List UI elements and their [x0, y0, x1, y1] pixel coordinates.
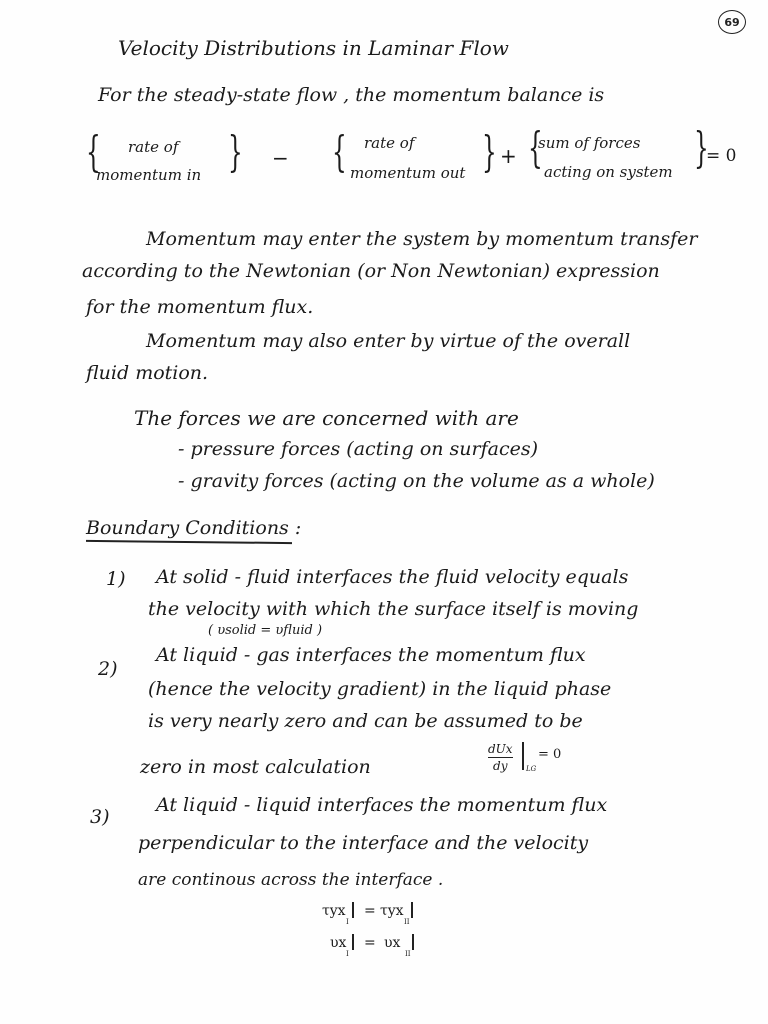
term3-line1: sum of forces — [538, 134, 641, 152]
bc-heading: Boundary Conditions : — [86, 517, 302, 539]
eq2-right-sub: II — [405, 950, 411, 958]
term2-line2: momentum out — [350, 164, 466, 182]
forces-item-pressure: - pressure forces (acting on surfaces) — [178, 438, 539, 460]
term3-line2: acting on system — [544, 163, 673, 181]
eq2-left: υx — [330, 935, 347, 951]
term1-line2: momentum in — [96, 166, 202, 184]
paragraph1-line3: for the momentum flux. — [86, 296, 314, 318]
fraction-denominator: dy — [493, 759, 508, 773]
eq1-right: τyx — [380, 903, 404, 919]
eq1-right-sub: II — [404, 918, 410, 926]
bc3-number: 3) — [90, 806, 110, 828]
right-brace: } — [228, 127, 243, 176]
paragraph1-line2: according to the Newtonian (or Non Newtonian) expression — [82, 260, 660, 282]
bc1-note: ( υsolid = υfluid ) — [208, 623, 323, 638]
bc2-number: 2) — [98, 658, 118, 680]
evaluation-bar — [522, 742, 524, 770]
bc1-line2: the velocity with which the surface itself is moving — [148, 598, 639, 620]
intro-line: For the steady-state flow , the momentum balance is — [98, 84, 605, 106]
forces-intro: The forces we are concerned with are — [134, 406, 519, 430]
evaluation-subscript: LG — [526, 765, 537, 773]
page-title: Velocity Distributions in Laminar Flow — [118, 36, 509, 60]
right-brace: } — [482, 127, 497, 176]
bc1-number: 1) — [106, 568, 126, 590]
page-number: 69 — [718, 10, 746, 34]
bc2-line4: zero in most calculation — [140, 756, 371, 778]
bc1-line1: At solid - fluid interfaces the fluid velocity equals — [156, 566, 629, 588]
plus-sign: + — [500, 144, 517, 168]
term1-line1: rate of — [128, 138, 179, 156]
bc3-line2: perpendicular to the interface and the velocity — [138, 832, 589, 854]
eq2-right-bar — [412, 934, 414, 950]
left-brace: { — [86, 127, 101, 176]
evaluation-equals-zero: = 0 — [538, 747, 562, 762]
bc2-line3: is very nearly zero and can be assumed to be — [148, 710, 583, 732]
fraction-numerator: dUx — [488, 742, 513, 756]
forces-item-gravity: - gravity forces (acting on the volume as a whole) — [178, 470, 655, 492]
eq2-left-bar — [352, 934, 354, 950]
left-brace: { — [332, 127, 347, 176]
eq2-equals: = — [364, 935, 376, 951]
equals-zero: = 0 — [706, 146, 737, 166]
paragraph2-line1: Momentum may also enter by virtue of the overall — [146, 330, 631, 352]
bc3-line3: are continous across the interface . — [138, 870, 444, 890]
eq2-left-sub: I — [346, 950, 349, 958]
eq1-left: τyx — [322, 903, 346, 919]
fraction-bar — [488, 757, 513, 758]
paragraph1-line1: Momentum may enter the system by momentum transfer — [146, 228, 698, 250]
left-brace: { — [528, 123, 543, 172]
term2-line1: rate of — [364, 134, 415, 152]
eq1-left-bar — [352, 902, 354, 918]
eq2-right: υx — [384, 935, 401, 951]
bc-heading-underline — [86, 540, 292, 544]
eq1-right-bar — [411, 902, 413, 918]
bc2-line2: (hence the velocity gradient) in the liquid phase — [148, 678, 612, 700]
right-brace: } — [694, 123, 709, 172]
eq1-left-sub: I — [346, 918, 349, 926]
minus-sign: − — [272, 146, 289, 170]
eq1-equals: = — [364, 903, 376, 919]
bc3-line1: At liquid - liquid interfaces the momentum flux — [156, 794, 608, 816]
paragraph2-line2: fluid motion. — [86, 362, 209, 384]
velocity-gradient-fraction — [488, 742, 513, 773]
bc2-line1: At liquid - gas interfaces the momentum flux — [156, 644, 586, 666]
